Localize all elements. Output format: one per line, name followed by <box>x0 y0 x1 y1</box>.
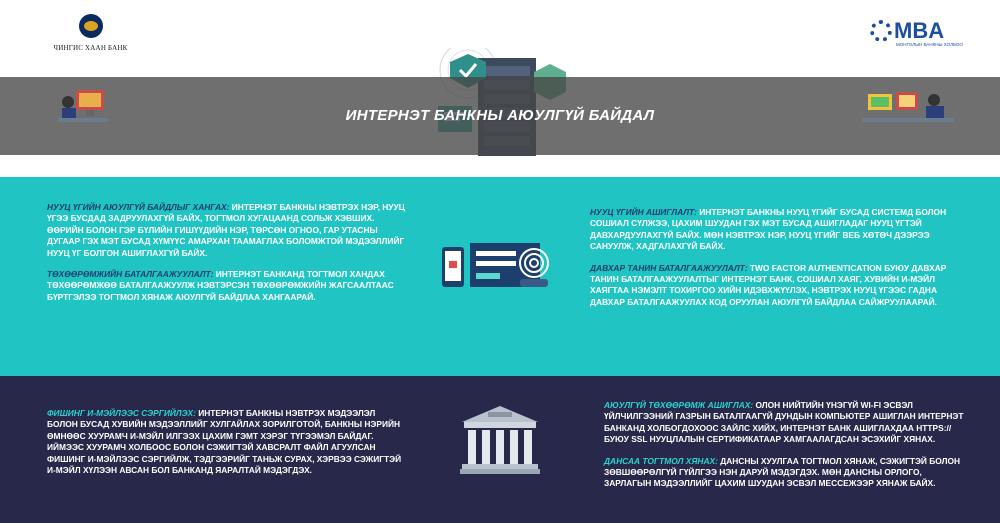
chinggis-khaan-bank-logo[interactable] <box>38 14 143 52</box>
header-section <box>0 0 1000 177</box>
mba-logo[interactable] <box>870 18 970 47</box>
bank-building-icon <box>460 404 540 476</box>
tip-body: ИНТЕРНЭТ БАНКНЫ НЭВТРЭХ НЭР, НУУЦ ҮГЭЭ БУСДАД ЗАДРУУЛАХГҮЙ БАЙХ, ТОГТМОЛ ХУГАЦААНД СОЛЬЖ ХЭВШИХ. ӨӨРИЙН БОЛОН ГЭР БҮЛИЙН ГИШҮҮДИЙН НЭР, ТӨРСӨН ОГНОО, ГАР УТАСНЫ ДУГААР ГЭХ МЭТ БУСАД ХҮМҮҮС АМАРХАН ТААМАГЛАХ БОЛОМЖТОЙ МЭДЭЭЛЛИЙГ НУУЦ ҮГ БОЛГОН АШИГЛАХГҮЙ БАЙХ. <box>47 202 405 258</box>
page-title: ИНТЕРНЭТ БАНКНЫ АЮУЛГҮЙ БАЙДАЛ <box>345 107 655 124</box>
tip-heading: ДАНСАА ТОГТМОЛ ХЯНАХ: <box>604 455 718 466</box>
teal-left-column <box>47 202 410 313</box>
mba-logo-icon <box>870 20 892 42</box>
password-usage-tip <box>590 207 965 253</box>
tip-heading: ФИШИНГ И-МЭЙЛЭЭС СЭРГИЙЛЭХ: <box>47 408 196 418</box>
hacker-phone-icon <box>862 88 954 126</box>
tip-body: ИНТЕРНЭТ БАНКНЫ НУУЦ ҮГИЙГ БУСАД СИСТЕМД БОЛОН СОШИАЛ СҮЛЖЭЭ, ЦАХИМ ШУУДАН ГЭХ МЭТ БУСАД АШИГЛАДАГ НУУЦ ҮГТЭЙ ДАВХАРДУУЛАХГҮЙ БАЙХ. МӨН НЭВТРЭХ НЭР, НУУЦ ҮГИЙГ ВЕБ ХӨТӨЧ ДЭЭРЭЭ САНУУЛЖ, ХАДГАЛАХГҮЙ БАЙХ. <box>590 207 947 252</box>
account-monitor-tip <box>604 456 964 490</box>
navy-section <box>0 376 1000 523</box>
mba-logo-subtext: МОНГОЛЫН БАНКНЫ ХОЛБОО <box>896 42 963 47</box>
tip-heading: НУУЦ ҮГИЙН АШИГЛАЛТ: <box>590 207 697 217</box>
tip-body: TWO FACTOR AUTHENTICATION БУЮУ ДАВХАР ТАНИН БАТАЛГААЖУУЛАЛТЫГ ИНТЕРНЭТ БАНК, СОШИАЛ ХАЯГ, ХУВИЙН И-МЭЙЛ ХАЯГТАА НЭМЭЛТ ТОХИРГОО ХИЙН ИДЭВХЖҮҮЛЭХ, НЭВТРЭХ НУУЦ ҮГЭЭС ГАДНА ДАВХАР БАТАЛГААЖУУЛАХ КОД ОРУУЛАН АЮУЛГҮЙ БАЙДЛАА САЙЖРУУЛААРАЙ. <box>590 262 947 307</box>
tip-heading: АЮУЛГҮЙ ТӨХӨӨРӨМЖ АШИГЛАХ: <box>604 400 754 410</box>
bank-logo-text: ЧИНГИС ХААН БАНК <box>53 44 128 52</box>
tip-body: ОЛОН НИЙТИЙН ҮНЭГҮЙ WI-FI ЭСВЭЛ ҮЙЛЧИЛГЭЭНИЙ ГАЗРЫН БАТАЛГААГҮЙ ДУНДЫН КОМПЬЮТЕР АШИГЛАН ИНТЕРНЭТ БАНКАНД ХОЛБОГДОХООС ЗАЙЛС ХИЙХ, ИНТЕРНЭТ БАНК АШИГЛАХДАА HTTPS:// БУЮУ SSL НУУЦЛАЛЫН СЕРТИФИКАТААР ХАМГААЛАГДСАН ЭСЭХИЙГ ХЯНАХ. <box>604 400 964 445</box>
navy-left-column <box>47 408 407 486</box>
tip-heading: ДАВХАР ТАНИН БАТАЛГААЖУУЛАЛТ: <box>590 262 748 273</box>
teal-section <box>0 177 1000 376</box>
tip-body: ИНТЕРНЭТ БАНКАНД ТОГТМОЛ ХАНДАХ ТӨХӨӨРӨМЖӨӨ БАТАЛГААЖУУЛЖ НЭВТЭРСЭН ТӨХӨӨРӨМЖИЙН ЖАГСААЛТААС БҮРТГЭЛЭЭ ТОГТМОЛ ХЯНАЖ АЮУЛГҮЙ БАЙДЛАА ХАНГААРАЙ. <box>47 269 394 302</box>
tip-body: ДАНСНЫ ХУУЛГАА ТОГТМОЛ ХЯНАЖ, СЭЖИГТЭЙ БОЛОН ЗӨВШӨӨРӨЛГҮЙ ГҮЙЛГЭЭ НЭН ДАРУЙ МЭДЭГДЭХ. МӨН ДАНСНЫ ОРЛОГО, ЗАРЛАГЫН МЭДЭЭЛЛИЙГ ЦАХИМ ШУУДАН ЭСВЭЛ МЕССЕЖЭЭР ХЯНАЖ БАЙХ. <box>604 455 961 489</box>
teal-right-column <box>590 207 965 318</box>
safe-device-tip <box>604 400 964 446</box>
two-factor-tip <box>590 263 965 309</box>
tip-heading: ТӨХӨӨРӨМЖИЙН БАТАЛГААЖУУЛАЛТ: <box>47 269 214 280</box>
password-security-tip <box>47 202 410 259</box>
phishing-tip <box>47 408 407 476</box>
device-verification-tip <box>47 269 410 303</box>
tip-heading: НУУЦ ҮГИЙН АЮУЛГҮЙ БАЙДЛЫГ ХАНГАХ: <box>47 202 230 212</box>
tip-body: ИНТЕРНЭТ БАНКНЫ НЭВТРЭХ МЭДЭЭЛЭЛ БОЛОН БУСАД ХУВИЙН МЭДЭЭЛЛИЙГ ХУЛГАЙЛАХ ЗОРИЛГОТОЙ, БАНКНЫ НЭРИЙН ӨМНӨӨС ХУУРАМЧ И-МЭЙЛ ИЛГЭЭХ ЦАХИМ ГЭМТ ХЭРЭГ ТҮГЭЭМЭЛ БАЙДАГ. ИЙМЭЭС ХУУРАМЧ ХОЛБООС БОЛОН СЭЖИГТЭЙ ХАВСРАЛТ ФАЙЛ АГУУЛСАН ФИШИНГ И-МЭЙЛЭЭС СЭРГИЙЛЖ, ТЭДГЭЭРИЙГ ТАНЬЖ СУРАХ, ХЭРВЭЭ СЭЖИГТЭЙ И-МЭЙЛ ХҮЛЭЭН АВСАН БОЛ БАНКАНД ЯАРАЛТАЙ МЭДЭГДЭХ. <box>47 408 402 476</box>
phone-password-fingerprint-icon <box>440 237 560 297</box>
hacker-computer-icon <box>58 88 108 124</box>
mba-logo-text: MBA <box>894 18 945 43</box>
bank-logo-icon <box>79 14 103 38</box>
navy-right-column <box>604 400 964 500</box>
